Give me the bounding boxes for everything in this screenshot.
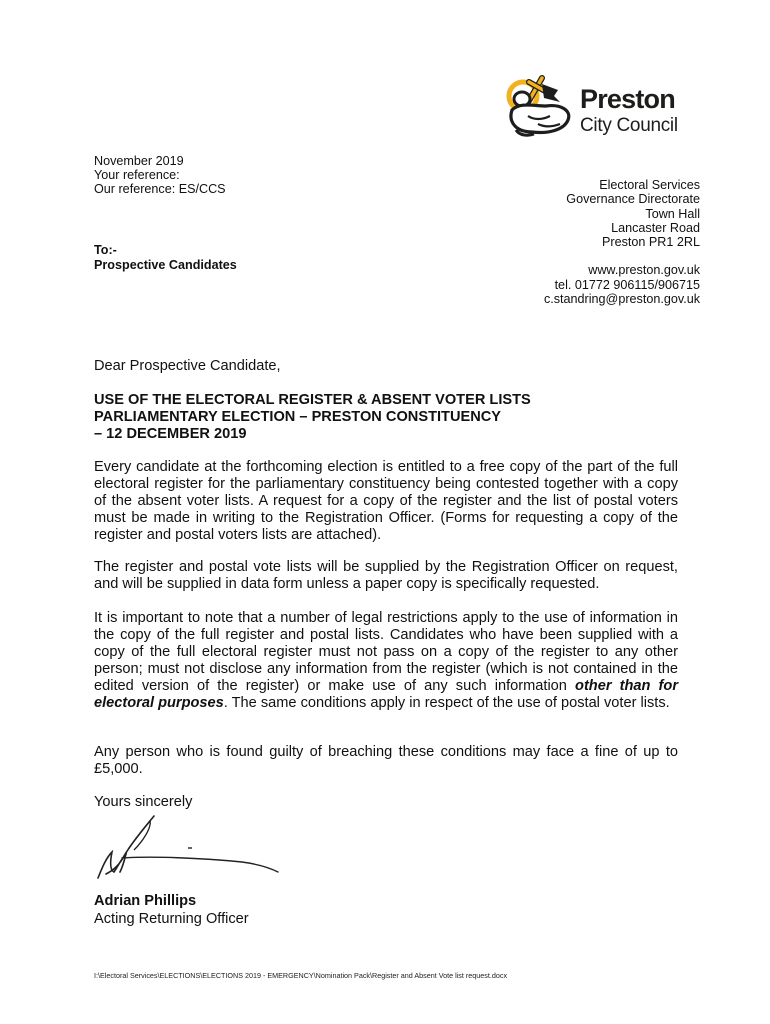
telephone: tel. 01772 906115/906715	[554, 277, 700, 292]
closing: Yours sincerely	[94, 794, 193, 810]
heading-line: USE OF THE ELECTORAL REGISTER & ABSENT VOTER LISTS	[94, 392, 531, 408]
logo-name: Preston	[580, 84, 675, 114]
salutation: Dear Prospective Candidate,	[94, 358, 281, 374]
logo-subtitle: City Council	[580, 115, 678, 136]
website: www.preston.gov.uk	[588, 263, 700, 278]
signer-title: Acting Returning Officer	[94, 911, 249, 927]
letter-meta	[94, 154, 226, 197]
signer-name: Adrian Phillips	[94, 893, 197, 909]
sender-address	[544, 178, 700, 306]
lamb-emblem-icon	[498, 70, 578, 142]
handwritten-signature	[92, 812, 292, 886]
to-label: To:-	[94, 243, 117, 257]
heading-line: PARLIAMENTARY ELECTION – PRESTON CONSTITUENCY	[94, 409, 502, 426]
address-line: Governance Directorate	[566, 192, 700, 207]
preston-city-council-logo	[498, 70, 688, 142]
paragraph-entitlement: Every candidate at the forthcoming election is entitled to a free copy of the part of the full electoral register for the parliamentary constituency being contested together with a copy of the absent voter lists. A request for a copy of the register and the list of postal voters must be made in writing to the Registration Officer. (Forms for requesting a copy of the register and postal voters lists are attached).	[94, 459, 678, 543]
your-reference: Your reference:	[94, 168, 180, 183]
paragraph-restrictions	[94, 610, 678, 712]
letter-date: November 2019	[94, 154, 184, 168]
paragraph-supply: The register and postal vote lists will be supplied by the Registration Officer on request, and will be supplied in data form unless a paper copy is specifically requested.	[94, 559, 678, 592]
restrictions-text: It is important to note that a number of legal restrictions apply to the use of information in the copy of the full register and postal lists. Candidates who have been supplied with a copy of the full electoral register must not pass on a copy of the register to any other person; must not disclose any information from the register (which is not contained in the edited version of the register) or make use of any such information	[94, 610, 678, 694]
paragraph-penalty: Any person who is found guilty of breaching these conditions may face a fine of up to £5,000.	[94, 744, 678, 777]
file-path-footer: I:\Electoral Services\ELECTIONS\ELECTIONS 2019 - EMERGENCY\Nomination Pack\Register and Absent Vote list request.docx	[94, 971, 508, 980]
our-reference: Our reference: ES/CCS	[94, 182, 226, 197]
address-line: Electoral Services	[599, 178, 700, 192]
restrictions-emphasis: other than for electoral purposes	[94, 678, 678, 711]
address-line: Lancaster Road	[611, 220, 700, 235]
address-line: Preston PR1 2RL	[601, 235, 700, 250]
restrictions-text-end: . The same conditions apply in respect of the use of postal voter lists.	[223, 695, 670, 711]
recipient-name: Prospective Candidates	[94, 257, 237, 272]
recipient	[94, 243, 237, 272]
letter-heading	[94, 392, 531, 444]
address-line: Town Hall	[645, 206, 700, 221]
heading-line: – 12 DECEMBER 2019	[94, 426, 247, 443]
email: c.standring@preston.gov.uk	[543, 292, 700, 307]
